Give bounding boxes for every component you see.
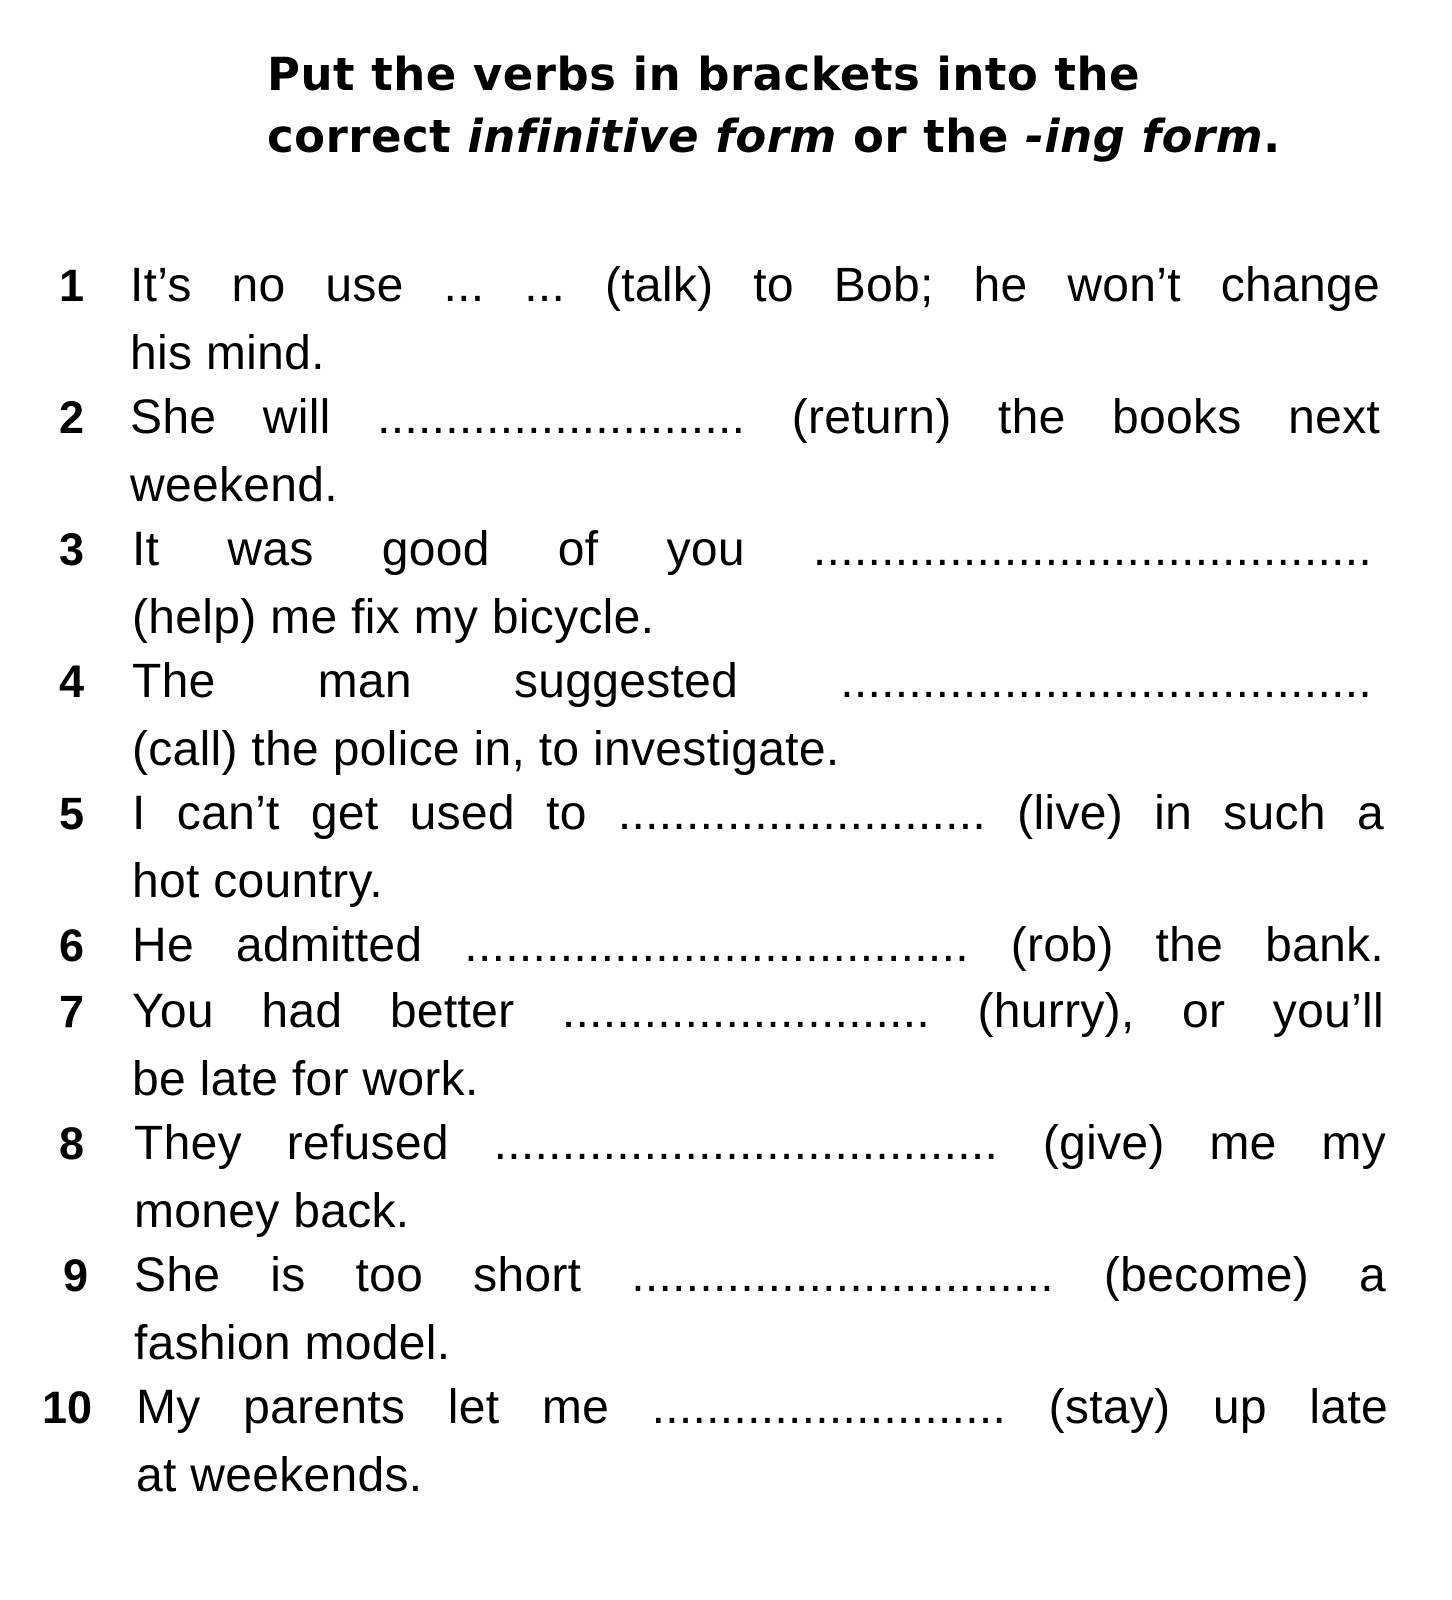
sentence-line: fashion model.	[134, 1317, 451, 1370]
sentence-line: his mind.	[130, 327, 325, 380]
sentence-line: He admitted ..................................... (rob) the bank.	[132, 919, 1384, 972]
item-number: 9	[62, 1250, 88, 1301]
instructions-text: correct	[267, 110, 468, 163]
item-sentence	[130, 252, 1380, 388]
sentence-line: It was good of you .........................................	[132, 523, 1372, 576]
sentence-line: You had better ........................... (hurry), or you’ll	[132, 985, 1384, 1038]
item-sentence	[132, 648, 1372, 784]
instructions-line-1: Put the verbs in brackets into the	[267, 48, 1141, 101]
item-number: 6	[58, 920, 84, 971]
sentence-line: weekend.	[130, 459, 338, 512]
item-number: 8	[58, 1118, 84, 1169]
item-sentence	[132, 912, 1384, 980]
sentence-line: be late for work.	[132, 1053, 479, 1106]
instructions-text: or the	[836, 110, 1026, 163]
item-number: 4	[58, 656, 84, 707]
sentence-line: at weekends.	[136, 1449, 423, 1502]
item-sentence	[134, 1110, 1386, 1246]
sentence-line: (call) the police in, to investigate.	[132, 723, 840, 776]
item-sentence	[132, 978, 1384, 1114]
sentence-line: money back.	[134, 1185, 410, 1238]
sentence-line: hot country.	[132, 855, 383, 908]
sentence-line: (help) me fix my bicycle.	[132, 591, 655, 644]
item-number: 10	[41, 1382, 92, 1433]
item-sentence	[134, 1242, 1386, 1378]
item-sentence	[130, 384, 1380, 520]
sentence-line: She will ........................... (return) the books next	[130, 391, 1380, 444]
sentence-line: It’s no use ... ... (talk) to Bob; he won’t change	[130, 259, 1380, 312]
item-number: 5	[58, 788, 84, 839]
item-sentence	[132, 780, 1384, 916]
item-number: 7	[58, 986, 84, 1037]
item-number: 2	[58, 392, 84, 443]
item-number: 3	[58, 524, 84, 575]
item-number: 1	[58, 260, 84, 311]
sentence-line: The man suggested .......................................	[132, 655, 1372, 708]
sentence-line: I can’t get used to ........................... (live) in such a	[132, 787, 1384, 840]
instructions-text: .	[1263, 110, 1281, 163]
sentence-line: She is too short ............................... (become) a	[134, 1249, 1386, 1302]
item-sentence	[136, 1374, 1388, 1510]
item-sentence	[132, 516, 1372, 652]
instructions-emphasis: infinitive form	[467, 110, 837, 163]
sentence-line: My parents let me .......................... (stay) up late	[136, 1381, 1388, 1434]
instructions-emphasis: -ing form	[1025, 110, 1264, 163]
sentence-line: They refused ..................................... (give) me my	[134, 1117, 1386, 1170]
